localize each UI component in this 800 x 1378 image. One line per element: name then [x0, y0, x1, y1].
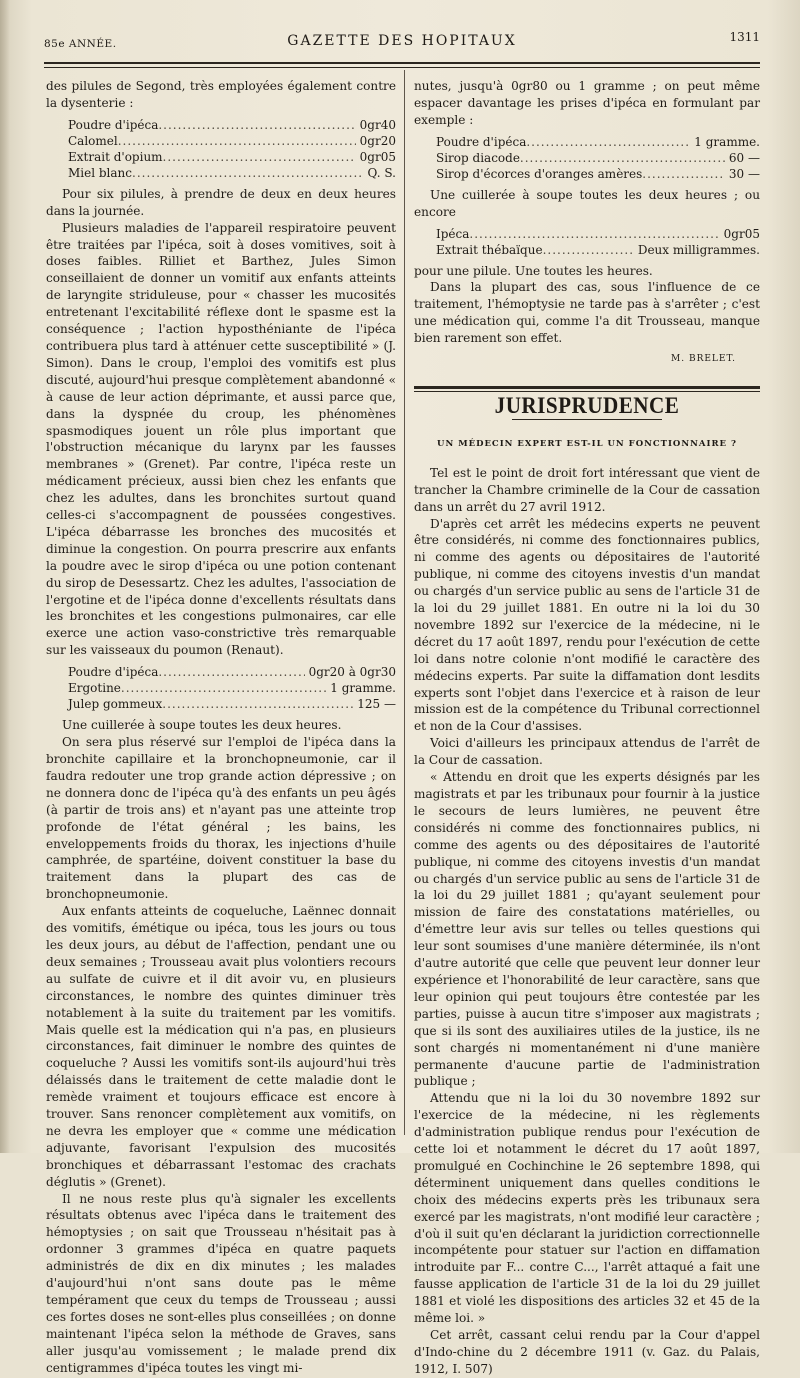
paragraph: On sera plus réservé sur l'emploi de l'ipéca dans la bronchite capillaire et la bronchopneumonie, car il faudra redouter une trop grande action dépressive ; on ne donnera donc de l'ipéca qu'à des enfants un peu âgés (à partir de trois ans) et n'ayant pas une atteinte trop profonde de l'état général ; les bains, les enveloppements froids du thorax, les injections d'huile camphrée, de spartéine, doivent constituer la base du traitement dans la plupart des cas de bronchopneumonie.	[46, 735, 396, 902]
leader-dots	[520, 150, 725, 166]
leader-dots	[162, 696, 353, 712]
prescription-line	[436, 150, 760, 166]
paragraph: « Attendu en droit que les experts désignés par les magistrats et par les tribunaux pour fournir à la justice le secours de leurs lumières, ne peuvent être considérés ni comme des fonctionnaires publics, ni comme des agents ou des dépositaires de l'autorité publique, ni comme des citoyens investis d'un mandat ou chargés d'un service public au sens de l'article 31 de la loi du 29 juillet 1881 ; qu'ayant seulement pour mission de faire des constatations matérielles, ou d'émettre leur avis sur telles ou telles questions qui leur sont soumises d'une manière déterminée, ils n'ont d'autre autorité que celle que peuvent leur donner leur expérience et l'honorabilité de leur caractère, sans que leur opinion qui peut toujours être contestée par les parties, puisse à aucun titre s'imposer aux magistrats ; que si ils sont des auxiliaires utiles de la justice, ils ne sont chargés ni momentanément ni d'une manière permanente d'aucune partie de l'administration publique ;	[414, 770, 760, 1089]
leader-dots	[526, 134, 690, 150]
left-column	[46, 78, 396, 1377]
ingredient-amount: 30 —	[728, 166, 760, 181]
page-number: 1311	[729, 30, 760, 44]
paragraph: Dans la plupart des cas, sous l'influence de ce traitement, l'hémoptysie ne tarde pas à s'arrêter ; c'est une médication qui, comme l'a dit Trousseau, manque bien rarement son effet.	[414, 280, 760, 346]
prescription-segond	[68, 117, 396, 181]
ingredient-name: Julep gommeux	[68, 697, 163, 712]
binding-shadow	[0, 0, 10, 1153]
ingredient-amount: 125 —	[357, 697, 396, 712]
prescription-line	[68, 149, 396, 165]
header-rule	[44, 62, 760, 68]
leader-dots	[543, 242, 634, 258]
ingredient-name: Calomel	[68, 133, 118, 148]
prescription-line	[68, 133, 396, 149]
prescription-line	[68, 165, 396, 181]
paragraph: pour une pilule. Une toutes les heures.	[414, 263, 653, 278]
author-signature: M. BRELET.	[671, 354, 736, 365]
leader-dots	[118, 133, 356, 149]
column-divider	[404, 70, 405, 1135]
paragraph: D'après cet arrêt les médecins experts ne peuvent être considérés, ni comme des fonctionnaires publics, ni comme des agents ou dépositaires de l'autorité publique, ni comme des citoyens investis d'un mandat ou chargés d'un service public au sens de l'article 31 de la loi du 29 juillet 1881. En outre ni la loi du 30 novembre 1892 sur l'exercice de la médecine, ni le décret du 17 août 1897, rendu pour l'exécution de cette loi dans notre colonie n'ont modifié le caractère des médecins experts. Par suite la diffamation dont lesdits experts sont l'objet dans l'exercice et à raison de leur mission est de la compétence du Tribunal correctionnel et non de la Cour d'assises.	[414, 516, 760, 734]
ingredient-name: Poudre d'ipéca	[436, 134, 527, 149]
paragraph: des pilules de Segond, très employées également contre la dysenterie :	[46, 79, 396, 110]
prescription-line	[68, 680, 396, 696]
right-column	[414, 78, 760, 1378]
paragraph: Une cuillerée à soupe toutes les deux heures ; ou encore	[414, 187, 760, 219]
ingredient-amount: 1 gramme.	[330, 681, 396, 696]
paragraph: Cet arrêt, cassant celui rendu par la Cour d'appel d'Indo-chine du 2 décembre 1911 (v. Gaz. du Palais, 1912, I. 507)	[414, 1328, 760, 1376]
paragraph: nutes, jusqu'à 0gr80 ou 1 gramme ; on peut même espacer davantage les prises d'ipéca en formulant par exemple :	[414, 79, 760, 127]
section-rule	[414, 386, 760, 392]
ingredient-name: Sirop diacode	[436, 150, 520, 165]
leader-dots	[158, 664, 304, 680]
leader-dots	[132, 165, 364, 181]
ingredient-amount: 0gr05	[359, 149, 396, 164]
ingredient-name: Ergotine	[68, 681, 121, 696]
section-title: JURISPRUDENCE	[494, 392, 680, 418]
ingredient-name: Ipéca	[436, 226, 470, 241]
ingredient-amount: 0gr20	[359, 133, 396, 148]
prescription-line	[436, 134, 760, 150]
ingredient-name: Poudre d'ipéca	[68, 665, 159, 680]
ingredient-amount: 60 —	[728, 150, 760, 165]
ingredient-amount: Deux milligrammes.	[637, 242, 760, 257]
prescription-line	[436, 242, 760, 258]
page-header	[44, 30, 760, 54]
ingredient-amount: 0gr40	[359, 117, 396, 132]
paragraph: Pour six pilules, à prendre de deux en deux heures dans la journée.	[46, 186, 396, 218]
paragraph: Attendu que ni la loi du 30 novembre 1892 sur l'exercice de la médecine, ni les règlements d'administration publique rendus pour l'exécution de cette loi et notamment le décret du 17 août 1897, promulgué en Cochinchine le 26 septembre 1898, qui déterminent uniquement dans quelles conditions le choix des médecins experts près les tribunaux sera exercé par les magistrats, n'ont modifié leur caractère ; d'où il suit qu'en déclarant la juridiction correctionnelle incompétente pour statuer sur l'action en diffamation introduite par F... contre C..., l'arrêt attaqué a fait une fausse application de l'article 31 de la loi du 29 juillet 1881 et violé les dispositions des articles 32 et 45 de la même loi. »	[414, 1091, 760, 1326]
ingredient-amount: 0gr20 à 0gr30	[308, 665, 396, 680]
ingredient-amount: 0gr05	[723, 226, 760, 241]
paragraph: Il ne nous reste plus qu'à signaler les excellents résultats obtenus avec l'ipéca dans le traitement des hémoptysies ; on sait que Trousseau n'hésitait pas à ordonner 3 grammes d'ipéca en quatre paquets administrés de dix en dix minutes ; les malades d'aujourd'hui n'ont sans doute pas le même tempérament que ceux du temps de Trousseau ; aussi ces fortes doses ne sont-elles plus conseillées ; on donne maintenant l'ipéca selon la méthode de Graves, sans aller jusqu'au vomissement ; le malade prend dix centigrammes d'ipéca toutes les vingt mi-	[46, 1191, 396, 1375]
ingredient-name: Poudre d'ipéca	[68, 117, 159, 132]
issue-label: 85e ANNÉE.	[44, 38, 117, 50]
ingredient-name: Miel blanc	[68, 165, 133, 180]
ingredient-name: Sirop d'écorces d'oranges amères	[436, 166, 643, 181]
paragraph: Plusieurs maladies de l'appareil respiratoire peuvent être traitées par l'ipéca, soit à doses vomitives, soit à doses faibles. Rilliet et Barthez, Jules Simon conseillaient de donner un vomitif aux enfants atteints de laryngite striduleuse, pour « chasser les mucosités entretenant l'excitabilité réflexe dont le spasme est la conséquence ; l'action hyposthéniante de l'ipéca contribuera plus tard à atténuer cette susceptibilité » (J. Simon). Dans le croup, l'emploi des vomitifs est plus discuté, aujourd'hui presque complètement abandonné « à cause de leur action déprimante, et aussi parce que, dans la dyspnée du croup, les phénomènes spasmodiques jouent un rôle plus important que l'obstruction mécanique du larynx par les fausses membranes » (Grenet). Par contre, l'ipéca reste un médicament précieux, aussi bien chez les enfants que chez les adultes, dans les bronchites surtout quand celles-ci s'accompagnent de poussées congestives. L'ipéca débarrasse les bronches des mucosités et diminue la congestion. On pourra prescrire aux enfants la poudre avec le sirop d'ipéca ou une potion contenant du sirop de Desessartz. Chez les adultes, l'association de l'ergotine et de l'ipéca donne d'excellents résultats dans les bronchites et les congestions pulmonaires, car elle exerce une action vaso-constrictive très remarquable sur les vaisseaux du poumon (Renaut).	[46, 220, 396, 658]
prescription-line	[68, 696, 396, 712]
journal-title: GAZETTE DES HOPITAUX	[287, 33, 517, 49]
prescription-line	[68, 117, 396, 133]
leader-dots	[163, 149, 356, 165]
paragraph: Voici d'ailleurs les principaux attendus de l'arrêt de la Cour de cassation.	[414, 736, 760, 768]
prescription-line	[436, 166, 760, 182]
leader-dots	[642, 166, 725, 182]
ingredient-amount: 1 gramme.	[694, 134, 760, 149]
prescription-diacode	[436, 134, 760, 182]
ingredient-amount: Q. S.	[367, 165, 396, 180]
prescription-line	[436, 226, 760, 242]
leader-dots	[121, 680, 326, 696]
prescription-ergotine	[68, 664, 396, 712]
ingredient-name: Extrait thébaïque	[436, 242, 543, 257]
prescription-line	[68, 664, 396, 680]
paragraph: Une cuillerée à soupe toutes les deux heures.	[62, 718, 342, 733]
paragraph: Tel est le point de droit fort intéressant que vient de trancher la Chambre criminelle de la Cour de cassation dans un arrêt du 27 avril 1912.	[414, 465, 760, 514]
prescription-pilule	[436, 226, 760, 258]
leader-dots	[158, 117, 355, 133]
ingredient-name: Extrait d'opium	[68, 149, 163, 164]
article-title: UN MÉDECIN EXPERT EST-IL UN FONCTIONNAIRE ?	[437, 438, 737, 449]
leader-dots	[469, 226, 719, 242]
paragraph: Aux enfants atteints de coqueluche, Laënnec donnait des vomitifs, émétique ou ipéca, tous les jours ou tous les deux jours, au début de l'affection, pendant une ou deux semaines ; Trousseau avait plus volontiers recours au sulfate de cuivre et il dit avoir vu, en plusieurs circonstances, le nombre des quintes diminuer très notablement à la suite du traitement par les vomitifs. Mais quelle est la médication qui n'a pas, en plusieurs circonstances, fait diminuer le nombre des quintes de coqueluche ? Aussi les vomitifs sont-ils aujourd'hui très délaissés dans le traitement de cette maladie dont le remède vraiment et toujours efficace est encore à trouver. Sans renoncer complètement aux vomitifs, on ne devra les employer que « comme une médication adjuvante, favorisant l'expulsion des mucosités bronchiques et débarrassant l'estomac des crachats déglutis » (Grenet).	[46, 904, 396, 1189]
section-underline	[512, 419, 662, 420]
